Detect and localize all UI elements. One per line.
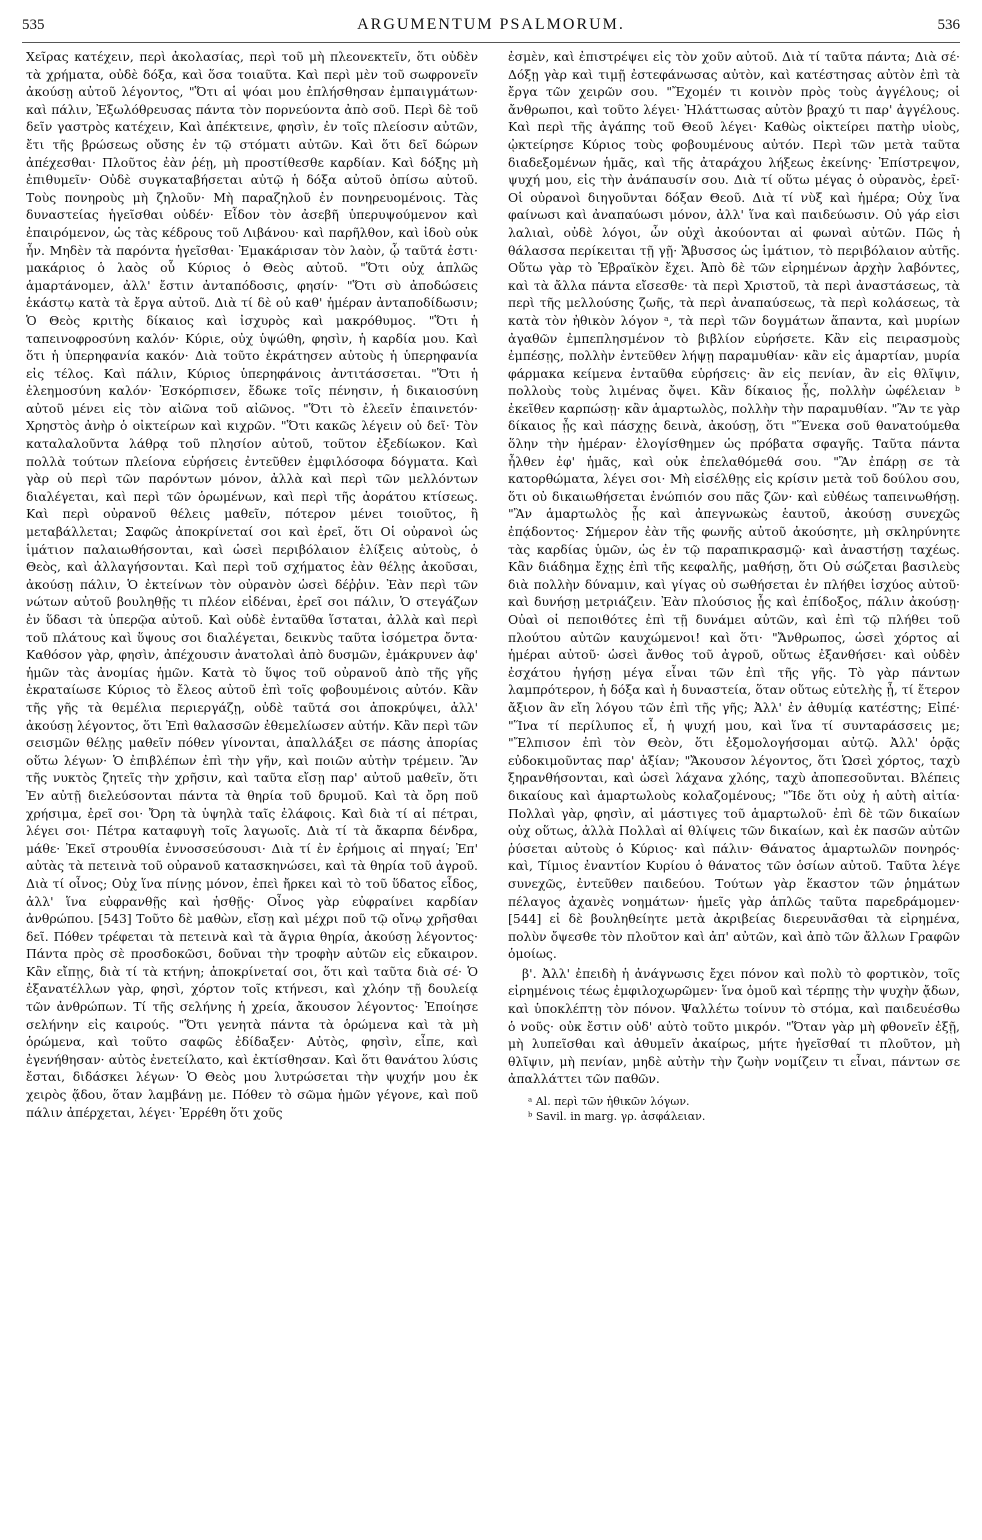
right-column-text: ἐσμὲν, καὶ ἐπιστρέψει εἰς τὸν χοῦν αὐτοῦ. Διὰ τί ταῦτα πάντα; Διὰ σέ· Δόξῃ γὰρ καὶ τιμῇ ἐστεφάνωσας αὐτὸν, καὶ κατέστησας αὐτὸν ἐπὶ τὰ ἔργα τῶν χειρῶν σου. "Ἔχομέν τι κοινὸν πρὸς τοὺς ἀγγέλους; οἱ ἄνθρωποι, καὶ τοῦτο λέγει· Ἠλάττωσας αὐτὸν βραχύ τι παρ' ἀγγέλους. Καὶ περὶ τῆς ἀγάπης τοῦ Θεοῦ λέγει· Καθὼς οἰκτείρει πατὴρ υἱοὺς, ᾠκτείρησε Κύριος τοὺς φοβουμένους αὐτόν. Περὶ τῶν μετὰ ταῦτα διαδεξομένων ἡμᾶς, καὶ τῆς ἀταράχου λήξεως ἐκείνης· Ἐπίστρεψον, ψυχή μου, εἰς τὴν ἀνάπαυσίν σου. Διὰ τί οὕτω μέγας ὁ οὐρανὸς, ἐρεῖ· Οἱ οὐρανοὶ διηγοῦνται δόξαν Θεοῦ. Διὰ τί νὺξ καὶ ἡμέρα; Οὐχ ἵνα φαίνωσι καὶ ἀναπαύωσι μόνον, ἀλλ' ἵνα καὶ παιδεύωσιν. Οὐ γάρ εἰσι λαλιαὶ, οὐδὲ λόγοι, ὧν οὐχὶ ἀκούονται αἱ φωναὶ αὐτῶν. Πῶς ἡ θάλασσα περίκειται τῇ γῇ· Ἄβυσσος ὡς ἱμάτιον, τὸ περιβόλαιον αὐτῆς. Οὕτω γὰρ τὸ Ἑβραϊκὸν ἔχει. Ἀπὸ δὲ τῶν εἰρημένων ἀρχὴν λαβόντες, καὶ τὰ ἄλλα πάντα εἴσεσθε· τὰ περὶ Χριστοῦ, τὰ περὶ ἀναστάσεως, τὰ περὶ τῆς μελλούσης ζωῆς, τὰ περὶ ἀναπαύσεως, τὰ περὶ κολάσεως, τὰ κατὰ τὸν ἠθικὸν λόγον ᵃ, τὰ περὶ τῶν δογμάτων ἅπαντα, καὶ μυρίων ἀγαθῶν ἐμπεπλησμένον τὸ βιβλίον εὑρήσετε. Κἂν εἰς πειρασμοὺς ἐμπέσῃς, πολλὴν ἐντεῦθεν λήψῃ παραμυθίαν· κἂν εἰς ἁμαρτίαν, μυρία φάρμακα κείμενα ἐνταῦθα εὑρήσεις· ἂν εἰς πενίαν, ἂν εἰς θλῖψιν, πολλοὺς τοὺς λιμένας ὄψει. Κἂν δίκαιος ᾖς, πολλὴν ὠφέλειαν ᵇ ἐκεῖθεν καρπώσῃ· κἂν ἁμαρτωλὸς, πολλὴν τὴν παραμυθίαν. "Ἂν τε γὰρ δίκαιος ᾖς καὶ πάσχῃς δεινὰ, ἀκούσῃ, ὅτι "Ἕνεκα σοῦ θανατούμεθα ὅλην τὴν ἡμέραν· ἐλογίσθημεν ὡς πρόβατα σφαγῆς. Ταῦτα πάντα ἦλθεν ἐφ' ἡμᾶς, καὶ οὐκ ἐπελαθόμεθά σου. "Ἂν ἐπάρῃ σε τὰ κατορθώματα, λέγει σοι· Μὴ εἰσέλθῃς εἰς κρίσιν μετὰ τοῦ δούλου σου, ὅτι οὐ δικαιωθήσεται ἐνώπιόν σου πᾶς ζῶν· καὶ εὐθέως ταπεινωθήσῃ. "Ἂν ἁμαρτωλὸς ᾖς καὶ ἀπεγνωκὼς ἑαυτοῦ, ἀκούσῃ συνεχῶς ἐπᾴδοντος· Σήμερον ἐὰν τῆς φωνῆς αὐτοῦ ἀκούσητε, μὴ σκληρύνητε τὰς καρδίας ὑμῶν, ὡς ἐν τῷ παραπικρασμῷ· καὶ ἀναστήσῃ ταχέως. Κἂν διάδημα ἔχῃς ἐπὶ τῆς κεφαλῆς, μαθήσῃ, ὅτι Οὐ σώζεται βασιλεὺς διὰ πολλὴν δύναμιν, καὶ γίγας οὐ σωθήσεται ἐν πλήθει ἰσχύος αὐτοῦ· καὶ δυνήσῃ μετριάζειν. Ἐὰν πλούσιος ᾖς καὶ ἐπίδοξος, πάλιν ἀκούσῃ· Οὐαὶ οἱ πεποιθότες ἐπὶ τῇ δυνάμει αὐτῶν, καὶ ἐπὶ τῷ πλήθει τοῦ πλούτου αὐτῶν καυχώμενοι! καὶ ὅτι· "Ἄνθρωπος, ὡσεὶ χόρτος αἱ ἡμέραι αὐτοῦ· ὡσεὶ ἄνθος τοῦ ἀγροῦ, οὕτως ἐξανθήσει· καὶ οὐδὲν ἐσχάτου ἡγήσῃ μέγα εἶναι τῶν ἐπὶ τῆς γῆς. Τὸ γὰρ πάντων λαμπρότερον, ἡ δόξα καὶ ἡ δυναστεία, ὅταν οὕτως εὐτελὴς ᾖ, τί ἕτερον ἄξιον ἂν εἴη λόγου τῶν ἐπὶ τῆς γῆς; Ἀλλ' ἐν ἀθυμίᾳ κατέστης; Εἰπέ· "Ἵνα τί περίλυπος εἶ, ἡ ψυχή μου, καὶ ἵνα τί συνταράσσεις με; "Ἔλπισον ἐπὶ τὸν Θεὸν, ὅτι ἐξομολογήσομαι αὐτῷ. Ἀλλ' ὁρᾷς εὐδοκιμοῦντας παρ' ἀξίαν; "Ἄκουσον λέγοντος, ὅτι Ὡσεὶ χόρτος, ταχὺ ξηρανθήσονται, καὶ ὡσεὶ λάχανα χλόης, ταχὺ ἀποπεσοῦνται. Βλέπεις δικαίους καὶ ἁμαρτωλοὺς κολαζομένους; "Ἴδε ὅτι οὐχ ἡ αὐτὴ αἰτία· Πολλαὶ γὰρ, φησὶν, αἱ μάστιγες τοῦ ἁμαρτωλοῦ· ἐπὶ δὲ τῶν δικαίων οὐχ οὕτως, ἀλλὰ Πολλαὶ αἱ θλίψεις τῶν δικαίων, καὶ ἐκ πασῶν αὐτῶν ῥύσεται αὐτοὺς ὁ Κύριος· καὶ πάλιν· Θάνατος ἁμαρτωλῶν πονηρός· καὶ, Τίμιος ἐναντίον Κυρίου ὁ θάνατος τῶν ὁσίων αὐτοῦ. Ταῦτα λέγε συνεχῶς, ἐντεῦθεν παιδεύου. Τούτων γὰρ ἕκαστον τῶν ῥημάτων πέλαγος ἀχανὲς νοημάτων· ἡμεῖς γὰρ ἁπλῶς ταῦτα παρεδράμομεν· [544] εἰ δὲ βουληθείητε μετὰ ἀκριβείας διερευνᾶσθαι τὰ εἰρημένα, πολὺν ὄψεσθε τὸν πλοῦτον καὶ ἀπ' αὐτῶν, καὶ ἀπὸ τῶν ἄλλων Γραφῶν ὁμοίως. bbox=[508, 49, 960, 962]
page-number-right: 536 bbox=[937, 17, 960, 33]
page-number-left: 535 bbox=[22, 17, 45, 33]
right-column bbox=[508, 48, 960, 1124]
running-header bbox=[22, 16, 960, 40]
footnote-a: ᵃ Al. περὶ τῶν ἠθικῶν λόγων. bbox=[528, 1095, 690, 1109]
running-title: ARGUMENTUM PSALMORUM. bbox=[357, 16, 625, 33]
left-column bbox=[26, 48, 478, 1121]
header-rule bbox=[22, 42, 960, 43]
section-beta-paragraph: β'. Ἀλλ' ἐπειδὴ ἡ ἀνάγνωσις ἔχει πόνον καὶ πολὺ τὸ φορτικὸν, τοῖς εἰρημένοις τέως ἐμφιλοχωρῶμεν· ἵνα ὁμοῦ καὶ τέρπῃς τὴν ψυχὴν ᾄδων, καὶ ὑποκλέπτῃ τὸν πόνον. Ψαλλέτω τοίνυν τὸ στόμα, καὶ παιδευέσθω ὁ νοῦς· οὐκ ἔστιν οὐδ' αὐτὸ τοῦτο μικρόν. "Ὅταν γὰρ μὴ φθονεῖν ἐξῇ, μὴ λυπεῖσθαι καὶ ἀθυμεῖν ἀκαίρως, μήτε ἡγεῖσθαί τι πλοῦτον, μὴ θλῖψιν, μὴ πενίαν, μηδὲ αὐτὴν τὴν ζωὴν νομίζειν τι εἶναι, πάντων σε ἀπαλλάττει τῶν παθῶν. bbox=[508, 965, 960, 1087]
footnotes bbox=[508, 1094, 960, 1124]
footnote-b: ᵇ Savil. in marg. γρ. ἀσφάλειαν. bbox=[528, 1110, 706, 1124]
left-column-text: Χεῖρας κατέχειν, περὶ ἀκολασίας, περὶ τοῦ μὴ πλεονεκτεῖν, ὅτι οὐδὲν τὰ χρήματα, οὐδὲ δόξα, καὶ ὅσα τοιαῦτα. Καὶ περὶ μὲν τοῦ σωφρονεῖν ἀκούσῃ αὐτοῦ λέγοντος, "Ὅτι αἱ ψόαι μου ἐπλήσθησαν ἐμπαιγμάτων· καὶ πάλιν, Ἐξωλόθρευσας πάντα τὸν πορνεύοντα ἀπὸ σοῦ. Περὶ δὲ τοῦ δεῖν γαστρὸς κατέχειν, Καὶ ἀπέκτεινε, φησὶν, ἐν τοῖς πλείοσιν αὐτῶν, ἔτι τῆς βρώσεως οὔσης ἐν τῷ στόματι αὐτῶν. Καὶ ὅτι δεῖ δώρων ἀπέχεσθαι· Πλοῦτος ἐὰν ῥέῃ, μὴ προστίθεσθε καρδίαν. Καὶ δόξης μὴ ἐπιθυμεῖν· Οὐδὲ συγκαταβήσεται αὐτῷ ἡ δόξα αὐτοῦ ὀπίσω αὐτοῦ. Τοὺς πονηροὺς μὴ ζηλοῦν· Μὴ παραζηλοῦ ἐν πονηρευομένοις. Τὰς δυναστείας ἡγεῖσθαι οὐδέν· Εἶδον τὸν ἀσεβῆ ὑπερυψούμενον καὶ ἐπαιρόμενον, ὡς τὰς κέδρους τοῦ Λιβάνου· καὶ παρῆλθον, καὶ ἰδοὺ οὐκ ἦν. Μηδὲν τὰ παρόντα ἡγεῖσθαι· Ἐμακάρισαν τὸν λαὸν, ᾧ ταῦτά ἐστι· μακάριος ὁ λαὸς οὗ Κύριος ὁ Θεὸς αὐτοῦ. "Ὅτι οὐχ ἁπλῶς ἁμαρτάνομεν, ἀλλ' ἔστιν ἀνταπόδοσις, φησίν· "Ὅτι σὺ ἀποδώσεις ἑκάστῳ κατὰ τὰ ἔργα αὐτοῦ. Διὰ τί δὲ οὐ καθ' ἡμέραν ἀνταποδίδωσιν; Ὁ Θεὸς κριτὴς δίκαιος καὶ ἰσχυρὸς καὶ μακρόθυμος. "Ὅτι ἡ ταπεινοφροσύνη καλόν· Κύριε, οὐχ ὑψώθη, φησὶν, ἡ καρδία μου. Καὶ ὅτι ἡ ὑπερηφανία κακόν· Διὰ τοῦτο ἐκράτησεν αὐτοὺς ἡ ὑπερηφανία εἰς τέλος. Καὶ πάλιν, Κύριος ὑπερηφάνοις ἀντιτάσσεται. "Ὅτι ἡ ἐλεημοσύνη καλόν· Ἐσκόρπισεν, ἔδωκε τοῖς πένησιν, ἡ δικαιοσύνη αὐτοῦ μένει εἰς τὸν αἰῶνα τοῦ αἰῶνος. "Ὅτι τὸ ἐλεεῖν ἐπαινετόν· Χρηστὸς ἀνὴρ ὁ οἰκτείρων καὶ κιχρῶν. "Ὅτι κακῶς λέγειν οὐ δεῖ· Τὸν καταλαλοῦντα λάθρᾳ τοῦ πλησίον αὐτοῦ, τοῦτον ἐξεδίωκον. Καὶ πολλὰ τούτων πλείονα εὑρήσεις ἐντεῦθεν ἐμφιλόσοφα δόγματα. Καὶ γὰρ οὐ περὶ τῶν παρόντων μόνον, ἀλλὰ καὶ περὶ τῶν μελλόντων διαλέγεται, καὶ περὶ τῶν ὁρωμένων, καὶ περὶ τῆς ἀοράτου κτίσεως. Καὶ περὶ οὐρανοῦ θέλεις μαθεῖν, πότερον μένει τοιοῦτος, ἢ μεταβάλλεται; Σαφῶς ἀποκρίνεταί σοι καὶ ἐρεῖ, ὅτι Οἱ οὐρανοὶ ὡς ἱμάτιον παλαιωθήσονται, καὶ ὡσεὶ περιβόλαιον ἑλίξεις αὐτοὺς, ὁ Θεὸς, καὶ ἀλλαγήσονται. Καὶ περὶ τοῦ σχήματος ἐὰν θέλῃς ἀκοῦσαι, ἀκούσῃ πάλιν, Ὁ ἐκτείνων τὸν οὐρανὸν ὡσεὶ δέῤῥιν. Ἐὰν περὶ τῶν νώτων αὐτοῦ βουληθῇς τι πλέον εἰδέναι, ἐρεῖ σοι πάλιν, Ὁ στεγάζων ἐν ὕδασι τὰ ὑπερῷα αὐτοῦ. Καὶ οὐδὲ ἐνταῦθα ἵσταται, ἀλλὰ καὶ περὶ τοῦ πλάτους καὶ ὕψους σοι διαλέγεται, δεικνὺς ταῦτα ἰσόμετρα ὄντα· Καθόσον γὰρ, φησὶν, ἀπέχουσιν ἀνατολαὶ ἀπὸ δυσμῶν, ἐμάκρυνεν ἀφ' ἡμῶν τὰς ἀνομίας ἡμῶν. Κατὰ τὸ ὕψος τοῦ οὐρανοῦ ἀπὸ τῆς γῆς ἐκραταίωσε Κύριος τὸ ἔλεος αὐτοῦ ἐπὶ τοῖς φοβουμένοις αὐτόν. Κἂν τῆς γῆς τὰ θεμέλια περιεργάζῃ, οὐδὲ ταῦτά σοι ἀποκρύψει, ἀλλ' ἀκούσῃ λέγοντος, ὅτι Ἐπὶ θαλασσῶν ἐθεμελίωσεν αὐτήν. Κἂν περὶ τῶν σεισμῶν θέλῃς μαθεῖν πόθεν γίνονται, ἀπαλλάξει σε πάσης ἀπορίας οὕτω λέγων· Ὁ ἐπιβλέπων ἐπὶ τὴν γῆν, καὶ ποιῶν αὐτὴν τρέμειν. Ἂν τῆς νυκτὸς ζητεῖς τὴν χρῆσιν, καὶ ταῦτα εἴσῃ παρ' αὐτοῦ μαθεῖν, ὅτι Ἐν αὐτῇ διελεύσονται πάντα τὰ θηρία τοῦ δρυμοῦ. Καὶ τὰ ὄρη ποῦ χρήσιμα, ἐρεῖ σοι· Ὄρη τὰ ὑψηλὰ ταῖς ἐλάφοις. Καὶ διὰ τί αἱ πέτραι, λέγει σοι· Πέτρα καταφυγὴ τοῖς λαγωοῖς. Διὰ τί τὰ ἄκαρπα δένδρα, μάθε· Ἐκεῖ στρουθία ἐννοσσεύσουσι· Διὰ τί ἐν ἐρήμοις αἱ πηγαί; Ἐπ' αὐτὰς τὰ πετεινὰ τοῦ οὐρανοῦ κατασκηνώσει, καὶ τὰ θηρία τοῦ ἀγροῦ. Διὰ τί οἶνος; Οὐχ ἵνα πίνῃς μόνον, ἐπεὶ ἤρκει καὶ τὸ τοῦ ὕδατος εἶδος, ἀλλ' ἵνα εὐφρανθῇς καὶ ἡσθῇς· Οἶνος γὰρ εὐφραίνει καρδίαν ἀνθρώπου. [543] Τοῦτο δὲ μαθὼν, εἴσῃ καὶ μέχρι ποῦ τῷ οἴνῳ χρῆσθαι δεῖ. Πόθεν τρέφεται τὰ πετεινὰ καὶ τὰ ἄγρια θηρία, ἀκούσῃ λέγοντος· Πάντα πρὸς σὲ προσδοκῶσι, δοῦναι τὴν τροφὴν αὐτῶν εἰς εὔκαιρον. Κἂν εἴπῃς, διὰ τί τὰ κτήνη; ἀποκρίνεταί σοι, ὅτι καὶ ταῦτα διὰ σέ· Ὁ ἐξανατέλλων γὰρ, φησὶ, χόρτον τοῖς κτήνεσι, καὶ χλόην τῇ δουλείᾳ τῶν ἀνθρώπων. Τί τῆς σελήνης ἡ χρεία, ἄκουσον λέγοντος· Ἐποίησε σελήνην εἰς καιρούς. "Ὅτι γενητὰ πάντα τὰ ὁρώμενα καὶ τὰ μὴ ὁρώμενα, καὶ τοῦτο σαφῶς ἐδίδαξεν· Αὐτὸς, φησὶν, εἶπε, καὶ ἐγενήθησαν· αὐτὸς ἐνετείλατο, καὶ ἐκτίσθησαν. Καὶ ὅτι θανάτου λύσις ἔσται, διδάσκει λέγων· Ὁ Θεὸς μου λυτρώσεται τὴν ψυχήν μου ἐκ χειρὸς ᾅδου, ὅταν λαμβάνῃ με. Πόθεν τὸ σῶμα ἡμῶν γέγονε, καὶ ποῦ πάλιν ἀπέρχεται, λέγει· Ἐρρέθη ὅτι χοῦς bbox=[26, 49, 478, 1120]
